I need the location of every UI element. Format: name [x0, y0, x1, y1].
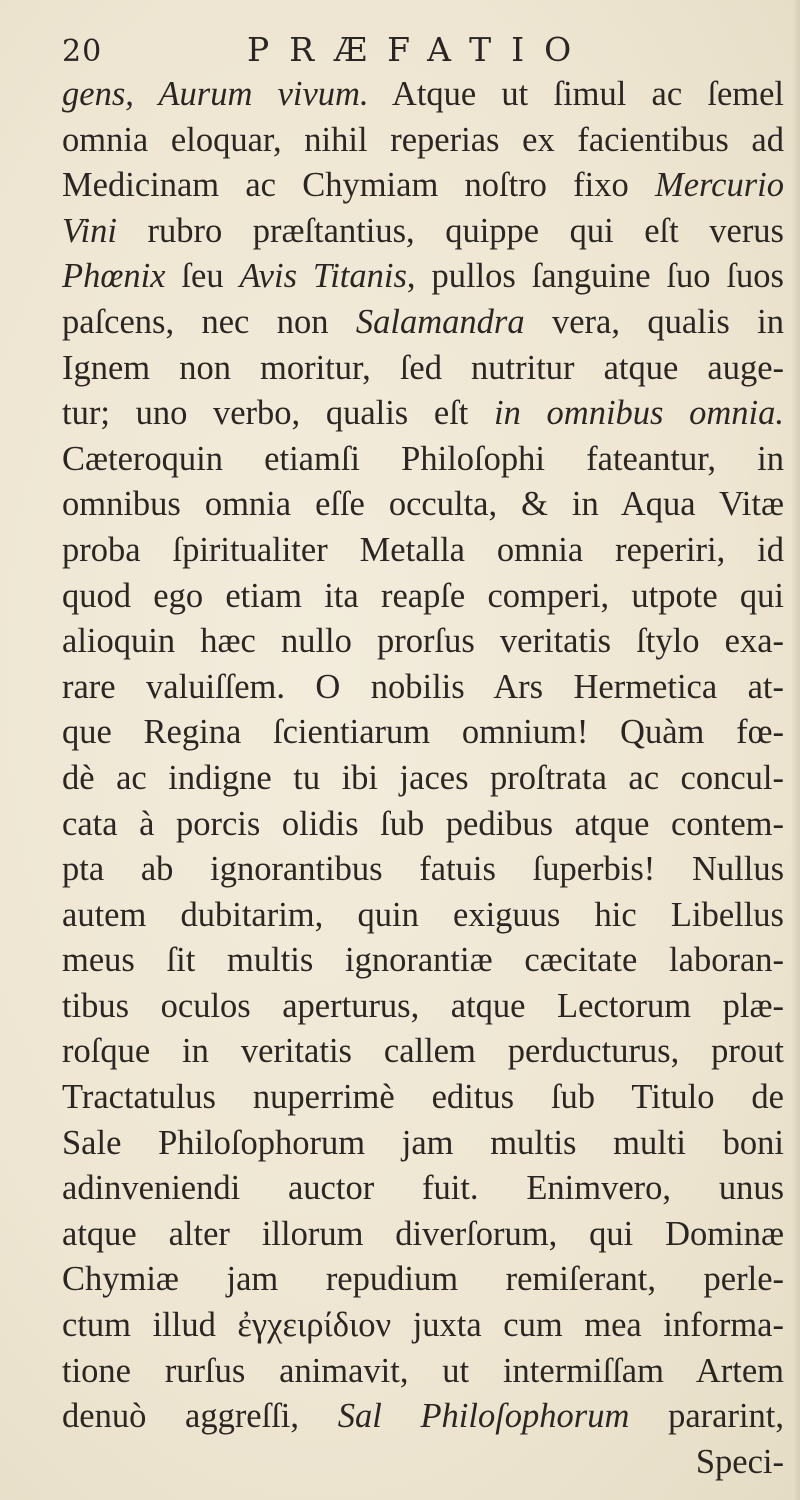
text-line [62, 847, 784, 893]
text-segment: ctum illud [62, 1306, 238, 1345]
text-segment: rare valuiſſem. O nobilis Ars Hermetica at- [62, 667, 784, 706]
text-line [62, 802, 784, 848]
text-segment: vera, qualis in [524, 302, 784, 341]
text-line [62, 72, 784, 118]
text-segment: Tractatulus nuperrimè editus ſub Titulo de [62, 1078, 784, 1117]
text-segment: Speci- [695, 1442, 784, 1481]
text-line [62, 893, 784, 939]
text-segment: pararint, [629, 1397, 784, 1436]
text-line [62, 391, 784, 437]
text-segment: meus ſit multis ignorantiæ cæcitate laboran- [62, 941, 784, 980]
italic-text: Avis Titanis [239, 257, 407, 296]
italic-text: in omnibus omnia. [494, 394, 785, 433]
text-line [62, 482, 784, 528]
text-segment: denuò aggreſſi, [62, 1397, 338, 1436]
text-segment: Atque ut ſimul ac ſemel [368, 75, 785, 113]
text-segment: tur; uno verbo, qualis eſt [62, 394, 495, 433]
text-line [62, 1440, 784, 1486]
text-line [62, 1075, 784, 1121]
text-line [62, 1257, 784, 1303]
text-segment: autem dubitarim, quin exiguus hic Libellus [62, 895, 784, 934]
text-line [62, 118, 784, 164]
text-segment: adinveniendi auctor fuit. Enimvero, unus [62, 1169, 784, 1208]
text-line [62, 574, 784, 620]
text-segment: paſcens, nec non [62, 302, 356, 341]
text-segment: Chymiæ jam repudium remiſerant, perle- [62, 1260, 784, 1299]
text-line [62, 1212, 784, 1258]
text-segment: ſeu [165, 257, 240, 296]
text-line [62, 1303, 784, 1349]
text-line [62, 1121, 784, 1167]
text-line [62, 1029, 784, 1075]
text-segment: rubro præſtantius, quippe qui eſt verus [116, 211, 784, 250]
text-segment: ἐγχειρίδιον [237, 1306, 392, 1345]
text-segment: cata à porcis olidis ſub pedibus atque contem- [62, 804, 784, 843]
page-number: 20 [62, 34, 103, 69]
text-line [62, 528, 784, 574]
text-line [62, 254, 784, 300]
text-segment: Cæteroquin etiamſi Philoſophi fateantur, in [62, 439, 784, 478]
text-line [62, 300, 784, 346]
text-segment: dè ac indigne tu ibi jaces proſtrata ac concul- [62, 758, 784, 797]
text-line [62, 163, 784, 209]
text-segment: proba ſpiritualiter Metalla omnia reperiri, id [62, 530, 784, 569]
text-line [62, 1166, 784, 1212]
text-segment: quod ego etiam ita reapſe comperi, utpote qui [62, 576, 784, 615]
text-line [62, 1394, 784, 1440]
running-title: PRÆFATIO [247, 30, 592, 69]
text-segment: Ignem non moritur, ſed nutritur atque auge- [62, 348, 784, 387]
italic-text: Mercurio [654, 166, 784, 205]
text-segment: omnia eloquar, nihil reperias ex facientibus ad [62, 120, 784, 159]
text-line [62, 619, 784, 665]
text-line [62, 665, 784, 711]
text-segment: tione rurſus animavit, ut intermiſſam Artem [62, 1351, 784, 1390]
page-edge [792, 0, 800, 1500]
text-segment: Medicinam ac Chymiam noſtro fixo [62, 166, 655, 205]
text-line [62, 209, 784, 255]
text-line [62, 437, 784, 483]
italic-text: gens, Aurum vivum. [62, 75, 369, 113]
text-segment: omnibus omnia eſſe occulta, & in Aqua Vitæ [62, 485, 784, 524]
text-line [62, 1349, 784, 1395]
text-segment: que Regina ſcientiarum omnium! Quàm fœ- [62, 713, 784, 752]
italic-text: Sal Philoſophorum [337, 1397, 630, 1436]
text-segment: juxta cum mea informa- [391, 1306, 784, 1345]
body-text [62, 72, 784, 1485]
italic-text: Phœnix [62, 257, 166, 296]
text-line [62, 710, 784, 756]
text-line [62, 938, 784, 984]
italic-text: Vini [62, 211, 117, 250]
text-segment: tibus oculos aperturus, atque Lectorum plæ- [62, 986, 784, 1025]
text-segment: Sale Philoſophorum jam multis multi boni [62, 1123, 784, 1162]
text-line [62, 756, 784, 802]
text-line [62, 984, 784, 1030]
text-segment: alioquin hæc nullo prorſus veritatis ſtylo exa- [62, 622, 784, 661]
text-segment: , pullos ſanguine ſuo ſuos [406, 257, 784, 296]
text-segment: pta ab ignorantibus fatuis ſuperbis! Nullus [62, 850, 784, 889]
italic-text: Salamandra [355, 302, 525, 341]
text-line [62, 346, 784, 392]
text-segment: atque alter illorum diverſorum, qui Dominæ [62, 1214, 784, 1253]
text-segment: roſque in veritatis callem perducturus, prout [62, 1032, 784, 1071]
